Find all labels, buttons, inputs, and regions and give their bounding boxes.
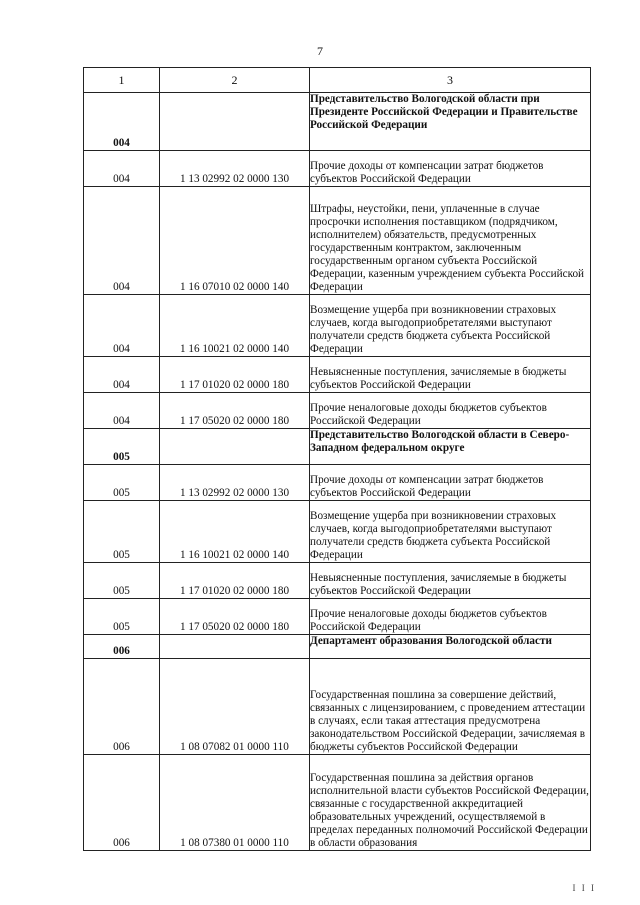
table-section-row xyxy=(84,93,591,151)
table-row xyxy=(84,295,591,357)
header-col-3: 3 xyxy=(310,68,591,93)
admin-code-cell: 006 xyxy=(84,755,160,851)
revenue-code-cell: 1 17 05020 02 0000 180 xyxy=(160,393,310,429)
revenue-codes-table xyxy=(83,67,591,851)
table-row xyxy=(84,465,591,501)
page-number: 7 xyxy=(317,44,323,58)
description-cell: Департамент образования Вологодской области xyxy=(310,635,591,659)
admin-code-cell: 004 xyxy=(84,393,160,429)
table-row xyxy=(84,393,591,429)
admin-code-cell: 005 xyxy=(84,501,160,563)
admin-code-cell: 005 xyxy=(84,599,160,635)
revenue-code-cell: 1 08 07380 01 0000 110 xyxy=(160,755,310,851)
revenue-code-cell: 1 13 02992 02 0000 130 xyxy=(160,465,310,501)
admin-code-cell: 006 xyxy=(84,635,160,659)
description-cell: Прочие доходы от компенсации затрат бюджетов субъектов Российской Федерации xyxy=(310,151,591,187)
description-cell: Прочие доходы от компенсации затрат бюджетов субъектов Российской Федерации xyxy=(310,465,591,501)
description-cell: Возмещение ущерба при возникновении страховых случаев, когда выгодоприобретателями выступают получатели средств бюджета субъекта Российской Федерации xyxy=(310,501,591,563)
admin-code-cell: 004 xyxy=(84,151,160,187)
table-row xyxy=(84,599,591,635)
admin-code-cell: 005 xyxy=(84,563,160,599)
table-row xyxy=(84,563,591,599)
revenue-code-cell: 1 16 10021 02 0000 140 xyxy=(160,501,310,563)
table-row xyxy=(84,755,591,851)
revenue-code-cell: 1 16 07010 02 0000 140 xyxy=(160,187,310,295)
description-cell: Невыясненные поступления, зачисляемые в бюджеты субъектов Российской Федерации xyxy=(310,357,591,393)
description-cell: Государственная пошлина за действия органов исполнительной власти субъектов Российской Федерации, связанные с государственной аккредитацией образовательных учреждений, осуществляемой в пределах переданных полномочий Российской Федерации в области образования xyxy=(310,755,591,851)
revenue-code-cell xyxy=(160,93,310,151)
table-row xyxy=(84,357,591,393)
admin-code-cell: 004 xyxy=(84,357,160,393)
footer-mark: I I I xyxy=(572,883,596,893)
description-cell: Невыясненные поступления, зачисляемые в бюджеты субъектов Российской Федерации xyxy=(310,563,591,599)
table-row xyxy=(84,659,591,755)
table-header-row xyxy=(84,68,591,93)
admin-code-cell: 005 xyxy=(84,429,160,465)
header-col-1: 1 xyxy=(84,68,160,93)
description-cell: Прочие неналоговые доходы бюджетов субъектов Российской Федерации xyxy=(310,393,591,429)
revenue-code-cell: 1 13 02992 02 0000 130 xyxy=(160,151,310,187)
table-row xyxy=(84,501,591,563)
revenue-code-cell: 1 16 10021 02 0000 140 xyxy=(160,295,310,357)
admin-code-cell: 006 xyxy=(84,659,160,755)
revenue-code-cell xyxy=(160,635,310,659)
revenue-code-cell xyxy=(160,429,310,465)
admin-code-cell: 005 xyxy=(84,465,160,501)
table-section-row xyxy=(84,635,591,659)
revenue-code-cell: 1 17 01020 02 0000 180 xyxy=(160,357,310,393)
description-cell: Представительство Вологодской области в Северо-Западном федеральном округе xyxy=(310,429,591,465)
revenue-code-cell: 1 17 05020 02 0000 180 xyxy=(160,599,310,635)
description-cell: Штрафы, неустойки, пени, уплаченные в случае просрочки исполнения поставщиком (подрядчиком, исполнителем) обязательств, предусмотренных государственным контрактом, заключенным государственным органом субъекта Российской Федерации, казенным учреждением субъекта Российской Федерации xyxy=(310,187,591,295)
admin-code-cell: 004 xyxy=(84,295,160,357)
description-cell: Прочие неналоговые доходы бюджетов субъектов Российской Федерации xyxy=(310,599,591,635)
description-cell: Государственная пошлина за совершение действий, связанных с лицензированием, с проведением аттестации в случаях, если такая аттестация предусмотрена законодательством Российской Федерации, зачисляемая в бюджеты субъектов Российской Федерации xyxy=(310,659,591,755)
table-row xyxy=(84,187,591,295)
description-cell: Представительство Вологодской области при Президенте Российской Федерации и Правительстве Российской Федерации xyxy=(310,93,591,151)
admin-code-cell: 004 xyxy=(84,187,160,295)
admin-code-cell: 004 xyxy=(84,93,160,151)
revenue-code-cell: 1 17 01020 02 0000 180 xyxy=(160,563,310,599)
header-col-2: 2 xyxy=(160,68,310,93)
description-cell: Возмещение ущерба при возникновении страховых случаев, когда выгодоприобретателями выступают получатели средств бюджета субъекта Российской Федерации xyxy=(310,295,591,357)
table-section-row xyxy=(84,429,591,465)
revenue-code-cell: 1 08 07082 01 0000 110 xyxy=(160,659,310,755)
table-row xyxy=(84,151,591,187)
